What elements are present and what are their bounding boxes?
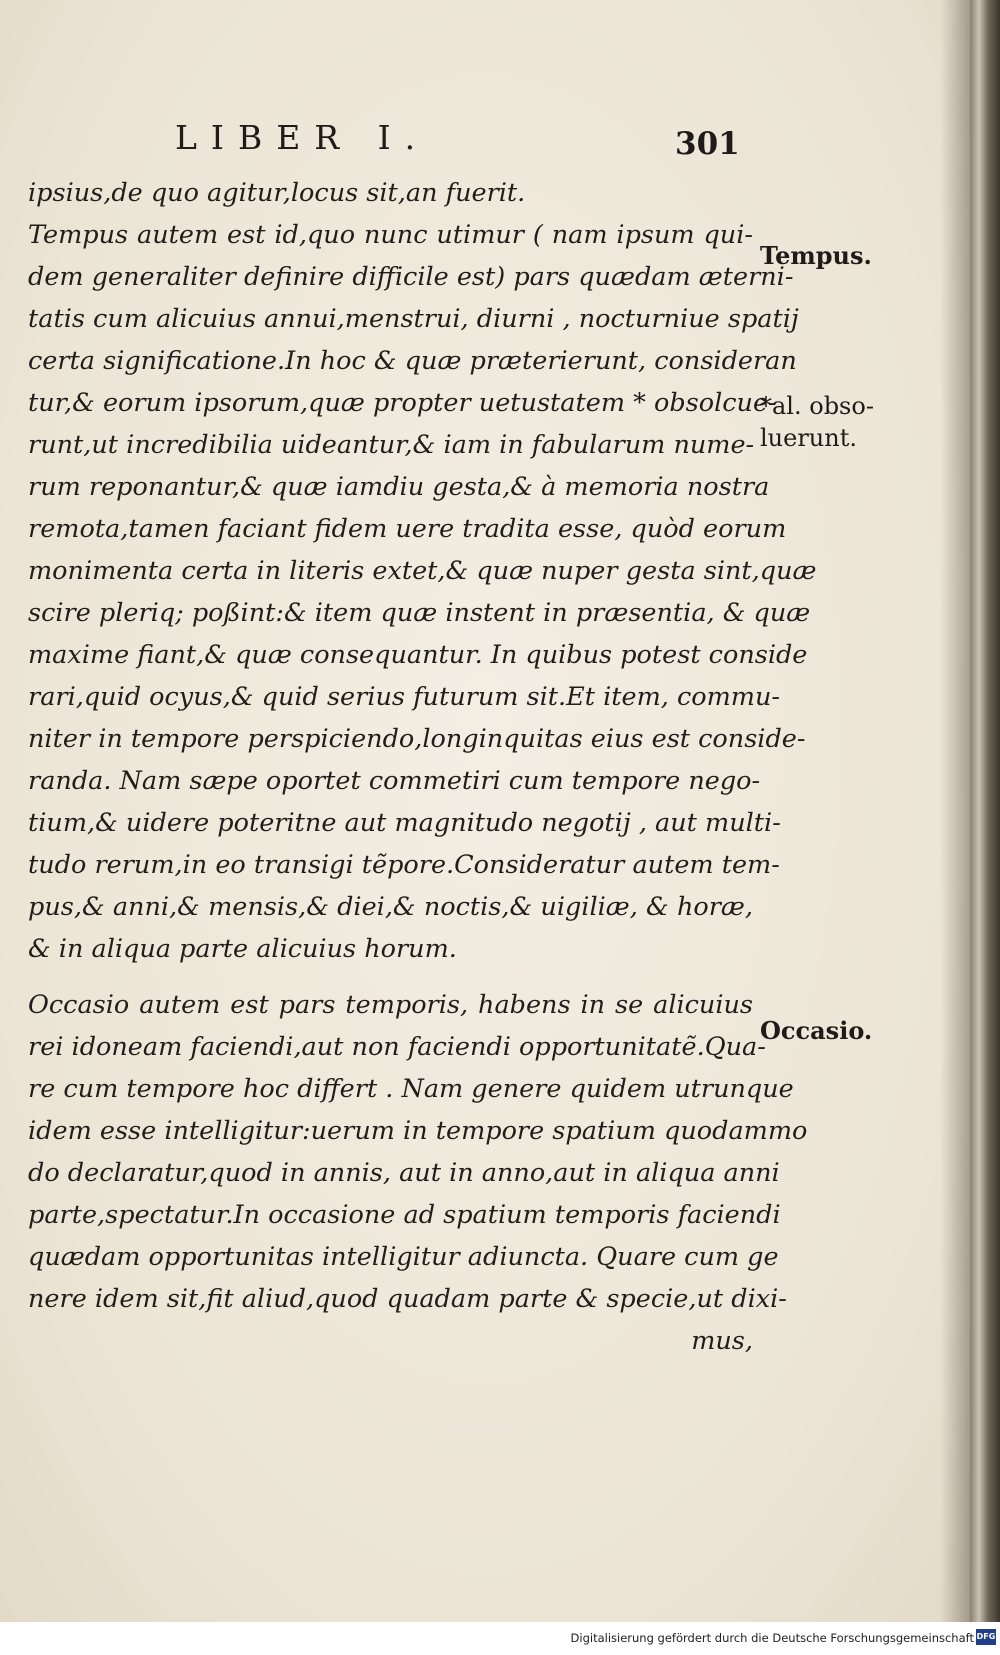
- text-line: rum reponantur,& quæ iamdiu gesta,& à memoria nostra: [28, 472, 770, 502]
- catchword: mus,: [691, 1326, 753, 1356]
- margin-note-occasio: Occasio.: [760, 1016, 873, 1045]
- text-line: Tempus autem est id,quo nunc utimur ( nam ipsum qui-: [28, 220, 753, 250]
- text-line: tur,& eorum ipsorum,quæ propter uetustatem * obsolcue-: [28, 388, 777, 418]
- text-line: quædam opportunitas intelligitur adiuncta. Quare cum ge: [28, 1242, 779, 1272]
- text-line: scire pleriq; poßint:& item quæ instent in præsentia, & quæ: [28, 598, 811, 628]
- text-line: pus,& anni,& mensis,& diei,& noctis,& uigiliæ, & horæ,: [28, 892, 753, 922]
- text-line: do declaratur,quod in annis, aut in anno,aut in aliqua anni: [28, 1158, 780, 1188]
- footer-credit: Digitalisierung gefördert durch die Deutsche Forschungsgemeinschaft: [570, 1631, 974, 1645]
- margin-note-variant-cont: luerunt.: [760, 424, 857, 452]
- text-line: idem esse intelligitur:uerum in tempore spatium quodammo: [28, 1116, 808, 1146]
- text-line: tudo rerum,in eo transigi tẽpore.Consideratur autem tem-: [28, 850, 780, 880]
- text-line: nere idem sit,fit aliud,quod quadam parte & specie,ut dixi-: [28, 1284, 787, 1314]
- text-line: certa significatione.In hoc & quæ præterierunt, consideran: [28, 346, 797, 376]
- text-line: maxime fiant,& quæ consequantur. In quibus potest conside: [28, 640, 808, 670]
- text-line: runt,ut incredibilia uideantur,& iam in fabularum nume-: [28, 430, 755, 460]
- dfg-logo-icon: DFG: [976, 1629, 996, 1645]
- margin-note-variant: *al. obso-: [760, 392, 874, 420]
- text-line: niter in tempore perspiciendo,longinquitas eius est conside-: [28, 724, 806, 754]
- margin-note-tempus: Tempus.: [760, 241, 872, 270]
- text-line: Occasio autem est pars temporis, habens in se alicuius: [28, 990, 753, 1020]
- text-line: randa. Nam sæpe oportet commetiri cum tempore nego-: [28, 766, 761, 796]
- book-fore-edge: [970, 0, 1000, 1622]
- text-line: dem generaliter definire difficile est) pars quædam æterni-: [28, 262, 794, 292]
- text-line: tium,& uidere poteritne aut magnitudo negotij , aut multi-: [28, 808, 781, 838]
- text-line: ipsius,de quo agitur,locus sit,an fuerit.: [28, 178, 526, 208]
- page-gutter-shadow: [940, 0, 970, 1622]
- text-line: remota,tamen faciant fidem uere tradita esse, quòd eorum: [28, 514, 787, 544]
- text-line: rari,quid ocyus,& quid serius futurum sit.Et item, commu-: [28, 682, 781, 712]
- text-line: tatis cum alicuius annui,menstrui, diurni , nocturniue spatij: [28, 304, 799, 334]
- text-line: & in aliqua parte alicuius horum.: [28, 934, 457, 964]
- paragraph-gap: [28, 970, 753, 984]
- footer-bar: [0, 1622, 1000, 1655]
- text-line: parte,spectatur.In occasione ad spatium temporis faciendi: [28, 1200, 781, 1230]
- running-head: LIBER I.: [175, 118, 430, 157]
- text-line: monimenta certa in literis extet,& quæ nuper gesta sint,quæ: [28, 556, 817, 586]
- text-line: re cum tempore hoc differt . Nam genere quidem utrunque: [28, 1074, 794, 1104]
- page-number: 301: [675, 126, 740, 162]
- text-line: rei idoneam faciendi,aut non faciendi opportunitatẽ.Qua-: [28, 1032, 766, 1062]
